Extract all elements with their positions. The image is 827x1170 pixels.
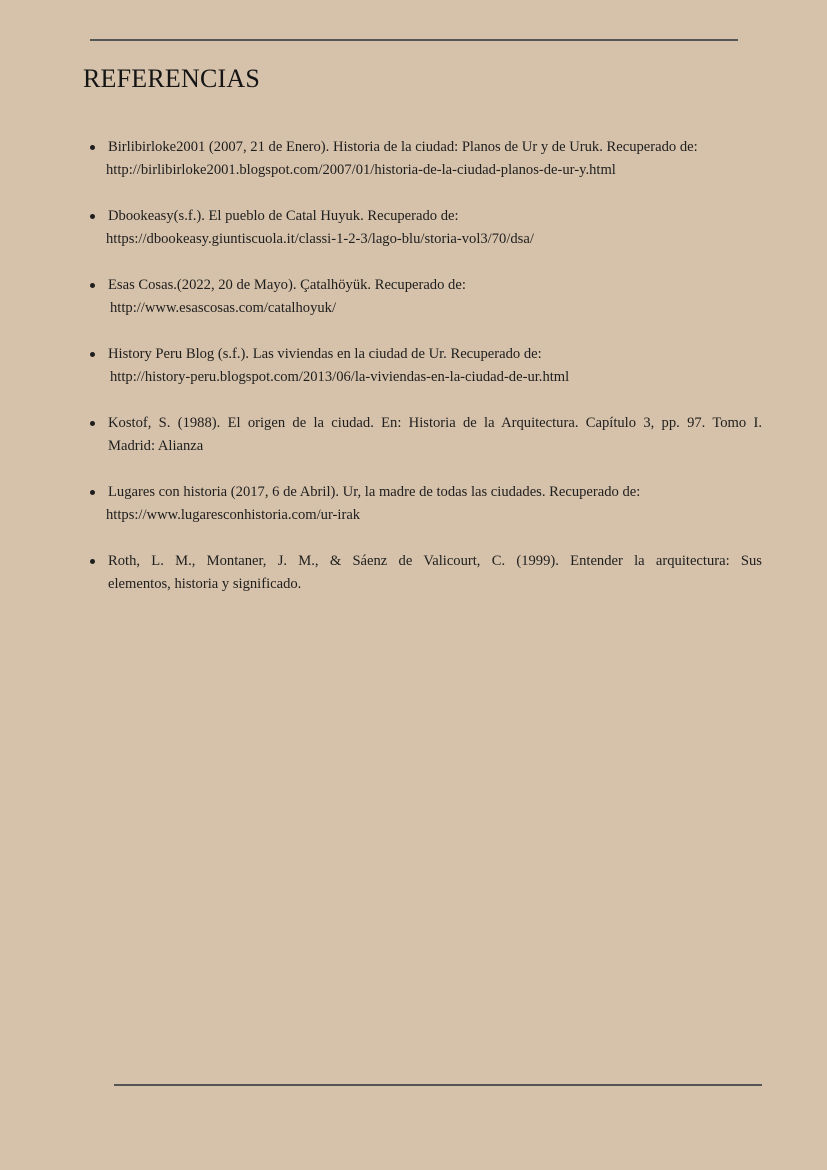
reference-url: https://www.lugaresconhistoria.com/ur-irak	[106, 507, 361, 523]
reference-item	[90, 550, 762, 619]
reference-url: http://history-peru.blogspot.com/2013/06/la-viviendas-en-la-ciudad-de-ur.html	[110, 369, 570, 385]
bullet-icon	[90, 145, 95, 150]
reference-text-continuation: Madrid: Alianza	[108, 438, 204, 454]
reference-item	[90, 205, 762, 274]
reference-url: http://birlibirloke2001.blogspot.com/2007/01/historia-de-la-ciudad-planos-de-ur-y.html	[106, 162, 616, 178]
reference-list	[90, 136, 762, 619]
bullet-icon	[90, 283, 95, 288]
reference-item	[90, 343, 762, 412]
reference-url: https://dbookeasy.giuntiscuola.it/classi-1-2-3/lago-blu/storia-vol3/70/dsa/	[106, 231, 534, 247]
reference-text: Kostof, S. (1988). El origen de la ciudad. En: Historia de la Arquitectura. Capítulo 3, pp. 97. Tomo I.	[108, 415, 762, 431]
bullet-icon	[90, 490, 95, 495]
bullet-icon	[90, 559, 95, 564]
reference-text: Dbookeasy(s.f.). El pueblo de Catal Huyuk. Recuperado de:	[108, 208, 459, 224]
reference-text: Lugares con historia (2017, 6 de Abril). Ur, la madre de todas las ciudades. Recuperado de:	[108, 484, 641, 500]
reference-item	[90, 481, 762, 550]
bullet-icon	[90, 214, 95, 219]
reference-url: http://www.esascosas.com/catalhoyuk/	[110, 300, 337, 316]
reference-text: Birlibirloke2001 (2007, 21 de Enero). Historia de la ciudad: Planos de Ur y de Uruk. Recuperado de:	[108, 139, 698, 155]
bullet-icon	[90, 352, 95, 357]
reference-item	[90, 412, 762, 481]
page-title: REFERENCIAS	[83, 64, 261, 93]
reference-text-continuation: elementos, historia y significado.	[108, 576, 302, 592]
top-divider	[90, 39, 738, 41]
reference-text: Roth, L. M., Montaner, J. M., & Sáenz de Valicourt, C. (1999). Entender la arquitectura: Sus	[108, 553, 762, 569]
bullet-icon	[90, 421, 95, 426]
reference-item	[90, 274, 762, 343]
reference-text: Esas Cosas.(2022, 20 de Mayo). Çatalhöyük. Recuperado de:	[108, 277, 466, 293]
reference-item	[90, 136, 762, 205]
bottom-divider	[114, 1084, 762, 1086]
reference-text: History Peru Blog (s.f.). Las viviendas en la ciudad de Ur. Recuperado de:	[108, 346, 542, 362]
